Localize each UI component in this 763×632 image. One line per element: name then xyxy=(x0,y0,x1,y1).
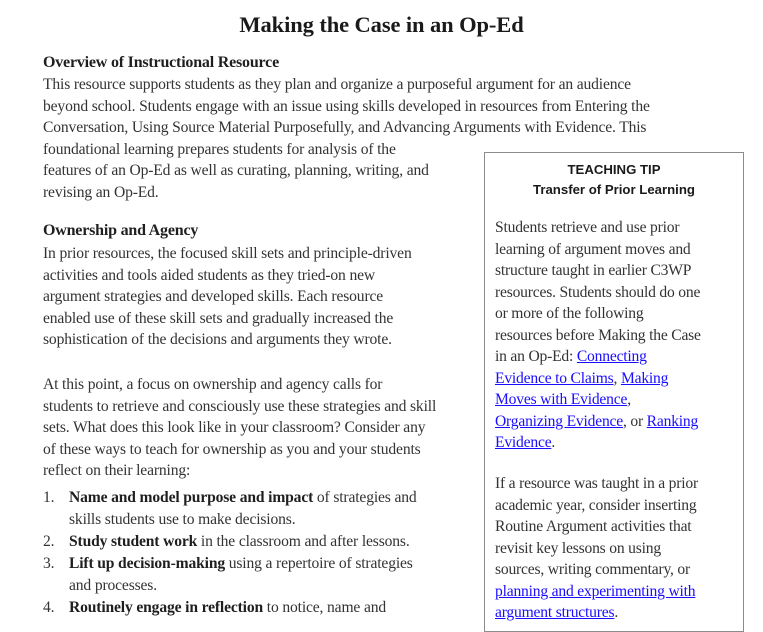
list-number: 3. xyxy=(43,555,55,572)
link-making-moves-with-evidence[interactable]: Moves with Evidence xyxy=(495,391,628,408)
ownership-paragraph-1 xyxy=(43,243,412,351)
text-line: Conversation, Using Source Material Purposefully, and Advancing Arguments with Evidence. This xyxy=(43,119,647,136)
text-line: resources before Making the Case xyxy=(495,326,701,344)
text-line: sets. What does this look like in your classroom? Consider any xyxy=(43,419,426,436)
list-item-bold: Routinely engage in reflection xyxy=(69,599,264,616)
list-number: 2. xyxy=(43,533,55,550)
list-item-bold: Study student work xyxy=(69,533,198,550)
link-planning-and-experimenting[interactable]: planning and experimenting with xyxy=(495,582,696,600)
list-item-text: to notice, name and xyxy=(263,599,387,616)
text-line: Routine Argument activities that xyxy=(495,518,692,535)
text-segment: in an Op-Ed: xyxy=(495,348,577,365)
teaching-tip-heading xyxy=(485,160,743,200)
text-line: enabled use of these skill sets and gradually increased the xyxy=(43,309,394,327)
text-line: This resource supports students as they plan and organize a purposeful argument for an audience xyxy=(43,76,631,93)
teaching-tip-label: TEACHING TIP xyxy=(567,162,661,177)
text-segment: , or xyxy=(622,412,647,430)
text-line: Students retrieve and use prior xyxy=(495,219,680,236)
text-line: In prior resources, the focused skill sets and principle-driven xyxy=(43,245,412,262)
text-line: revising an Op-Ed. xyxy=(43,183,159,201)
list-number: 1. xyxy=(43,489,55,506)
link-organizing-evidence[interactable]: Organizing Evidence xyxy=(495,412,623,430)
list-item-text: in the classroom and after lessons. xyxy=(197,533,410,550)
text-segment: . xyxy=(614,604,619,621)
link-making-moves-with-evidence[interactable]: Making xyxy=(620,369,669,387)
text-line: argument strategies and developed skills. Each resource xyxy=(43,288,384,305)
list-item xyxy=(43,597,417,619)
page-title: Making the Case in an Op-Ed xyxy=(239,12,524,37)
text-line: reflect on their learning: xyxy=(43,462,191,479)
link-ranking-evidence[interactable]: Evidence xyxy=(495,434,552,451)
ownership-heading: Ownership and Agency xyxy=(43,222,199,239)
text-line: activities and tools aided students as they tried-on new xyxy=(43,266,375,284)
link-connecting-evidence-to-claims[interactable]: Evidence to Claims xyxy=(495,369,614,387)
text-line: students to retrieve and consciously use these strategies and skill xyxy=(43,397,437,415)
teaching-tip-box xyxy=(484,152,744,632)
link-ranking-evidence[interactable]: Ranking xyxy=(646,412,699,430)
list-item xyxy=(43,487,417,531)
text-line: revisit key lessons on using xyxy=(495,539,661,557)
teaching-tip-paragraph-2 xyxy=(495,473,698,624)
text-segment: , xyxy=(627,391,631,408)
list-item-bold: Name and model purpose and impact xyxy=(69,489,314,506)
text-segment: , xyxy=(613,369,621,387)
list-item-text: of strategies and xyxy=(313,489,417,506)
text-line: sources, writing commentary, or xyxy=(495,561,691,578)
text-line: beyond school. Students engage with an issue using skills developed in resources from Entering the xyxy=(43,97,650,115)
text-line: or more of the following xyxy=(495,305,644,322)
text-line: academic year, consider inserting xyxy=(495,496,697,514)
list-item-continuation: and processes. xyxy=(69,577,157,594)
teaching-tip-paragraph-1 xyxy=(495,217,701,454)
text-segment: . xyxy=(551,434,556,451)
text-line: structure taught in earlier C3WP xyxy=(495,262,692,279)
list-item xyxy=(43,531,417,553)
list-item xyxy=(43,553,417,597)
text-line: learning of argument moves and xyxy=(495,240,691,258)
text-line: sophistication of the decisions and arguments they wrote. xyxy=(43,331,392,348)
ownership-paragraph-2 xyxy=(43,374,436,482)
text-line: If a resource was taught in a prior xyxy=(495,475,698,492)
link-connecting-evidence-to-claims[interactable]: Connecting xyxy=(576,348,647,365)
list-item-bold: Lift up decision-making xyxy=(69,555,225,572)
list-number: 4. xyxy=(43,599,55,616)
text-line: resources. Students should do one xyxy=(495,283,701,301)
text-line: At this point, a focus on ownership and agency calls for xyxy=(43,376,383,393)
text-line: of these ways to teach for ownership as you and your students xyxy=(43,440,421,458)
list-item-continuation: skills students use to make decisions. xyxy=(69,511,296,528)
text-line: features of an Op-Ed as well as curating, planning, writing, and xyxy=(43,162,429,179)
list-item-text: using a repertoire of strategies xyxy=(224,555,413,572)
overview-heading: Overview of Instructional Resource xyxy=(43,54,279,71)
text-line: foundational learning prepares students for analysis of the xyxy=(43,140,396,158)
link-planning-and-experimenting[interactable]: argument structures xyxy=(495,604,615,621)
ownership-list xyxy=(43,487,417,619)
teaching-tip-title: Transfer of Prior Learning xyxy=(533,182,695,197)
